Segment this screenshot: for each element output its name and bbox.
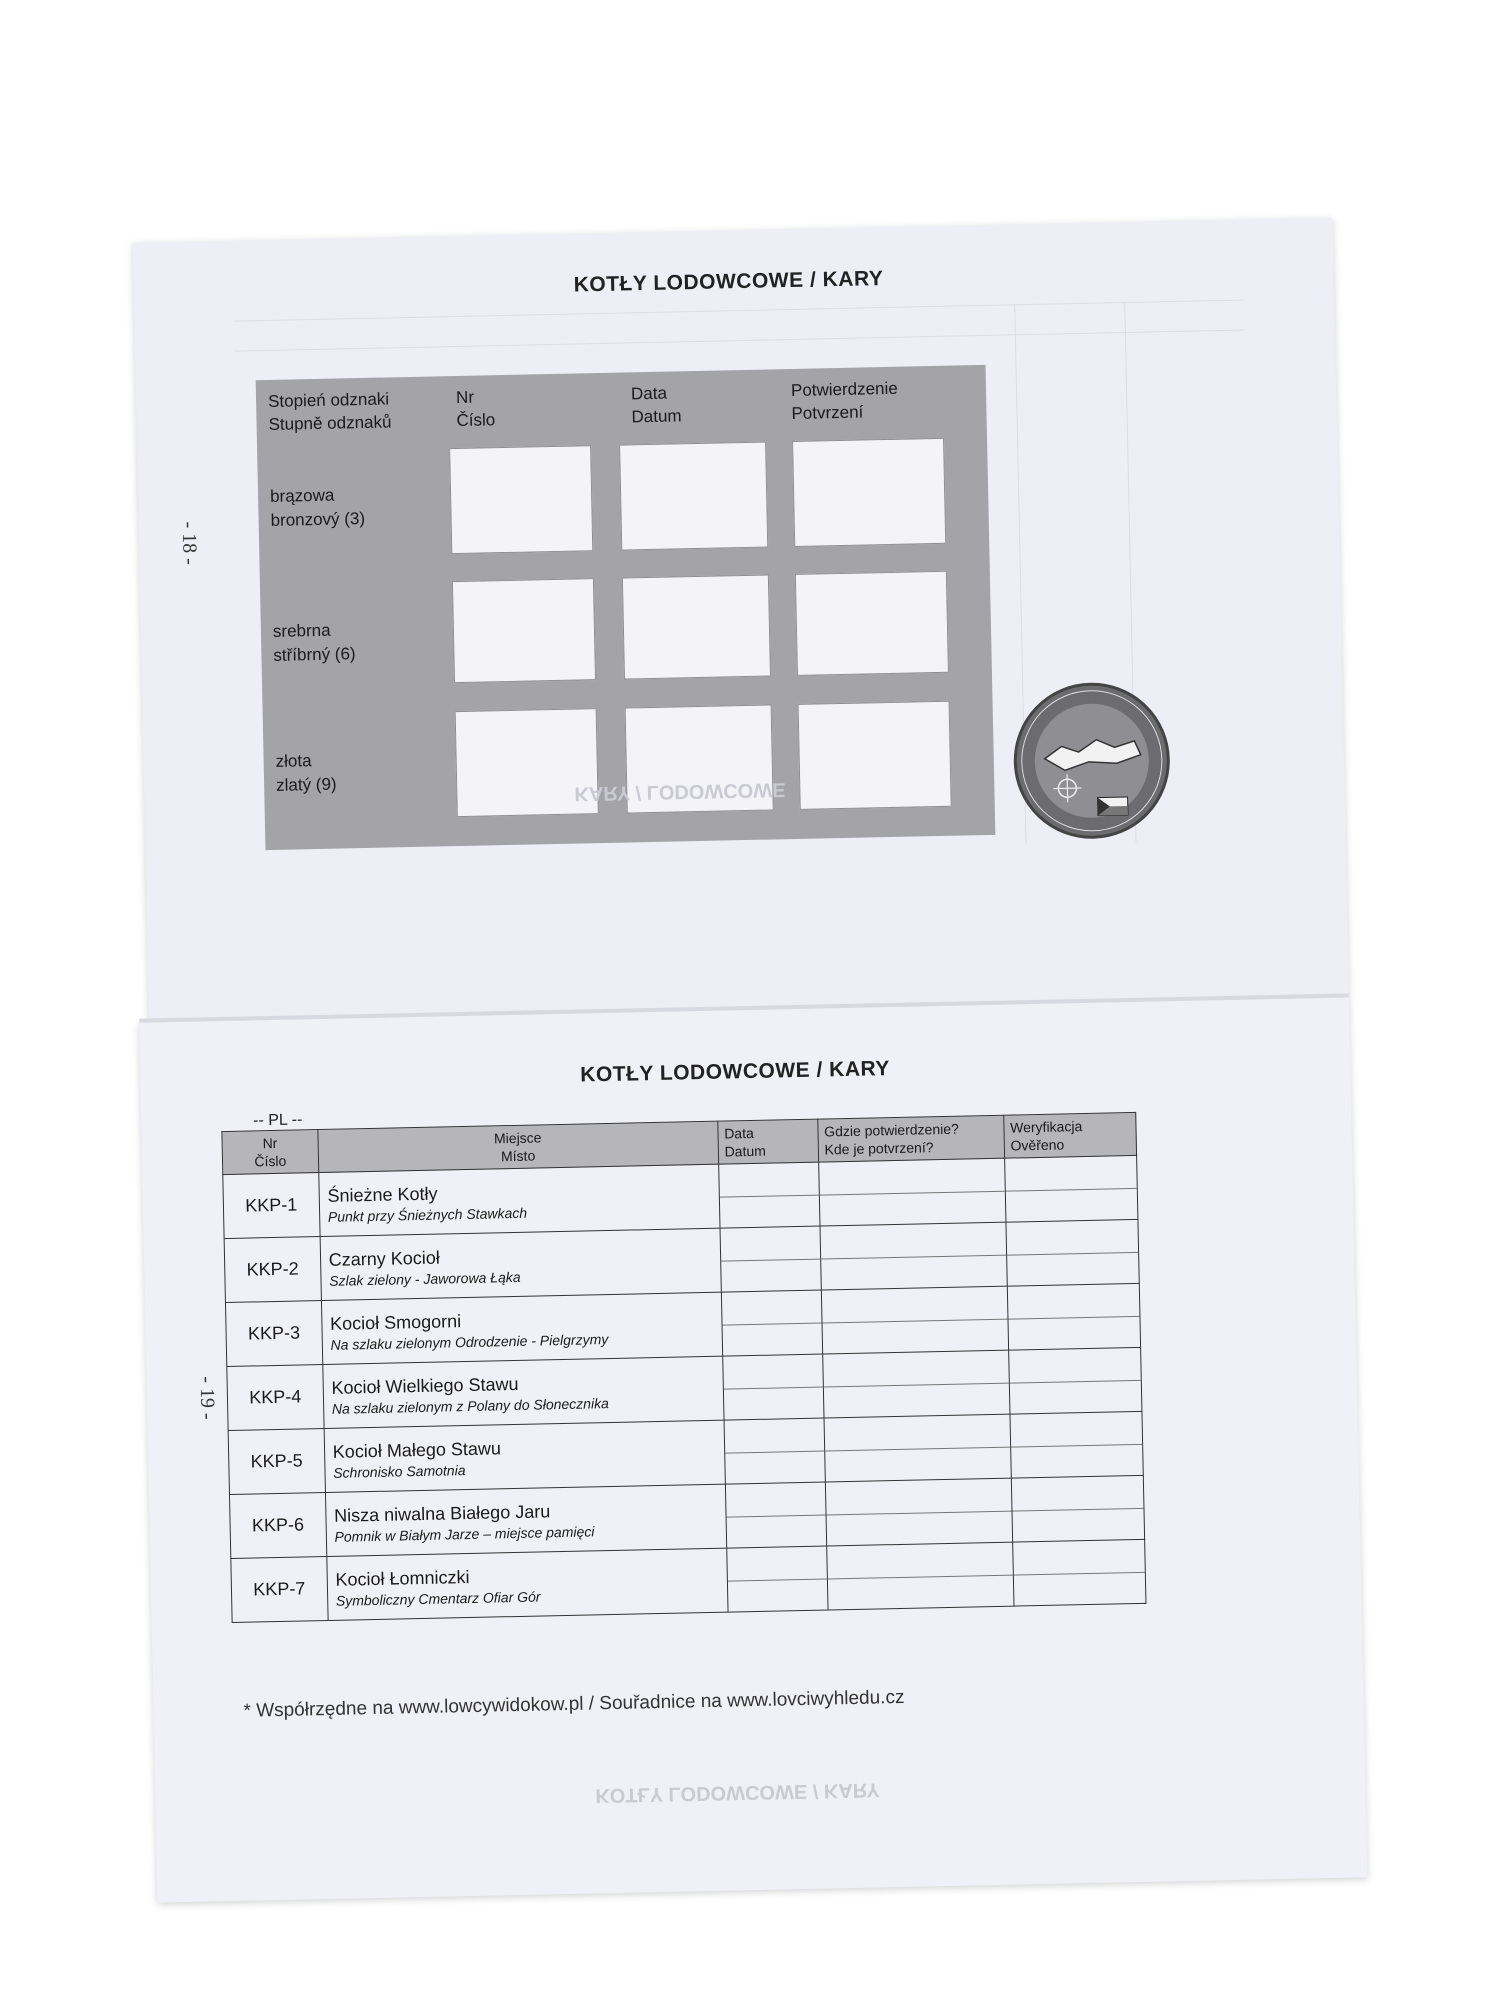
date-cell[interactable]: [724, 1418, 825, 1484]
col-date: Data Datum: [717, 1119, 818, 1164]
header-number: Nr Číslo: [455, 387, 496, 431]
badge-medal-icon: [1012, 681, 1171, 840]
row-place: Nisza niwalna Białego Jaru Pomnik w Białym Jarze – miejsce pamięci: [325, 1484, 726, 1556]
row-place: Kocioł Łomniczki Symboliczny Cmentarz Ofiar Gór: [326, 1548, 727, 1620]
where-cell[interactable]: [820, 1222, 1007, 1290]
row-nr: KKP-6: [229, 1492, 326, 1558]
silver-confirmation-box[interactable]: [795, 571, 949, 676]
where-cell[interactable]: [822, 1350, 1009, 1418]
row-nr: KKP-1: [223, 1173, 320, 1239]
verify-cell[interactable]: [1006, 1219, 1140, 1286]
level-silver-label: srebrna stříbrný (6): [272, 620, 356, 665]
booklet: [133, 218, 1368, 1903]
where-cell[interactable]: [821, 1286, 1008, 1354]
row-nr: KKP-5: [228, 1429, 325, 1495]
row-place: Kocioł Smogorni Na szlaku zielonym Odrodzenie - Pielgrzymy: [321, 1292, 722, 1364]
date-cell[interactable]: [721, 1290, 822, 1356]
row-nr: KKP-7: [231, 1556, 328, 1622]
bronze-confirmation-box[interactable]: [792, 438, 946, 547]
col-nr: Nr Číslo: [222, 1130, 319, 1175]
row-place: Czarny Kocioł Szlak zielony - Jaworowa Łąka: [320, 1228, 721, 1300]
page-title-19: KOTŁY LODOWCOWE / KARY: [580, 1057, 891, 1087]
badge-level-grid: [256, 365, 996, 850]
row-nr: KKP-3: [225, 1301, 322, 1367]
level-gold-label: złota zlatý (9): [275, 751, 337, 795]
date-cell[interactable]: [725, 1482, 826, 1548]
verify-cell[interactable]: [1004, 1155, 1138, 1222]
kotly-table: [221, 1112, 1146, 1623]
where-cell[interactable]: [825, 1478, 1012, 1546]
header-confirmation: Potwierdzenie Potvrzení: [790, 378, 898, 423]
verify-cell[interactable]: [1007, 1283, 1141, 1350]
where-cell[interactable]: [826, 1542, 1013, 1610]
silver-date-box[interactable]: [622, 574, 771, 679]
where-cell[interactable]: [824, 1414, 1011, 1482]
level-bronze-label: brązowa bronzový (3): [269, 485, 366, 530]
col-place: Miejsce Místo: [318, 1121, 719, 1172]
date-cell[interactable]: [720, 1226, 821, 1292]
page-title-18: KOTŁY LODOWCOWE / KARY: [573, 267, 884, 297]
page-number-19: - 19 -: [195, 1376, 219, 1420]
bronze-number-box[interactable]: [449, 445, 593, 554]
verify-cell[interactable]: [1012, 1539, 1146, 1606]
verify-cell[interactable]: [1010, 1411, 1144, 1478]
show-through-text: KOTŁY LODOWCOWE / KARY: [595, 1778, 880, 1807]
col-where: Gdzie potwierdzenie? Kde je potvrzení?: [817, 1115, 1004, 1162]
row-place: Kocioł Małego Stawu Schronisko Samotnia: [324, 1420, 725, 1492]
silver-number-box[interactable]: [452, 578, 596, 683]
where-cell[interactable]: [818, 1158, 1005, 1226]
show-through-text: KARY / LODOWCOWE: [574, 778, 786, 805]
page-18: [133, 218, 1349, 1023]
page-19: [139, 997, 1367, 1902]
badge-art: [1015, 684, 1168, 837]
row-place: Śnieżne Kotły Punkt przy Śnieżnych Stawkach: [318, 1164, 719, 1236]
date-cell[interactable]: [718, 1162, 819, 1228]
bronze-date-box[interactable]: [619, 442, 768, 551]
gold-confirmation-box[interactable]: [798, 701, 952, 810]
row-nr: KKP-4: [227, 1365, 324, 1431]
row-place: Kocioł Wielkiego Stawu Na szlaku zielonym z Polany do Słonecznika: [322, 1356, 723, 1428]
footnote: * Współrzędne na www.lowcywidokow.pl / Souřadnice na www.lovciwyhledu.cz: [243, 1686, 905, 1722]
date-cell[interactable]: [722, 1354, 823, 1420]
verify-cell[interactable]: [1008, 1347, 1142, 1414]
header-level: Stopień odznaki Stupně odznaků: [267, 389, 392, 434]
date-cell[interactable]: [726, 1546, 827, 1612]
page-number-18: - 18 -: [177, 521, 201, 566]
verify-cell[interactable]: [1011, 1475, 1145, 1542]
col-verify: Weryfikacja Ověřeno: [1003, 1112, 1136, 1158]
header-date: Data Datum: [630, 383, 682, 427]
region-label: -- PL --: [252, 1111, 303, 1130]
row-nr: KKP-2: [224, 1237, 321, 1303]
